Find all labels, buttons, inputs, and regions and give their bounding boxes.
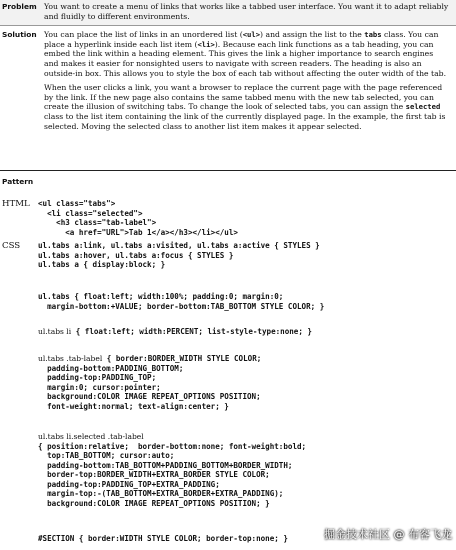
problem-label: Problem [2, 2, 37, 11]
pattern-label: Pattern [0, 170, 456, 191]
problem-text: You want to create a menu of links that works like a tabbed user interface. You want it to adapt reliably and fluidly to different environments. [44, 2, 449, 21]
watermark: 掘金技术社区 @ 布客飞龙 [324, 528, 452, 541]
solution-paragraph-2: When the user clicks a link, you want a browser to replace the current page with the page referenced by the link. If the new page also contains the same tabbed menu with the new tab selected, you can create the illusion of switching tabs. To change the look of selected tabs, you can assign the selected class to the list item containing the link of the currently displayed page. In the example, the first tab is selected. Moving the selected class to another list item makes it appear selected. [44, 83, 446, 131]
css-block-links: ul.tabs a:link, ul.tabs a:visited, ul.tabs a:active { STYLES } ul.tabs a:hover, ul.tabs a:focus { STYLES } ul.tabs a { display:block; } [38, 241, 320, 269]
solution-label: Solution [2, 30, 37, 40]
css-block-tab-label: ul.tabs .tab-label { border:BORDER_WIDTH STYLE COLOR; padding-bottom:PADDING_BOTTOM; padding-top:PADDING_TOP; margin:0; cursor:pointer; background:COLOR IMAGE REPEAT_OPTIONS POSITION; font-weight:normal; text-align:center; } [38, 354, 262, 411]
css-block-section: #SECTION { border:WIDTH STYLE COLOR; border-top:none; } [38, 534, 288, 543]
solution-section [0, 25, 456, 135]
css-block-selected-tab: ul.tabs li.selected .tab-label { position:relative; border-bottom:none; font-weight:bold; top:TAB_BOTTOM; cursor:auto; padding-bottom:TAB_BOTTOM+PADDING_BOTTOM+BORDER_WIDTH; border-top:BORDER_WIDTH+EXTRA_BORDER STYLE COLOR; padding-top:PADDING_TOP+EXTRA_PADDING; margin-top:-(TAB_BOTTOM+EXTRA_BORDER+EXTRA_PADDING); background:COLOR IMAGE REPEAT_OPTIONS POSITION; } [38, 432, 307, 508]
problem-section [0, 0, 456, 25]
css-label: CSS [2, 241, 21, 251]
html-label: HTML [2, 199, 30, 209]
css-block-tab-items: ul.tabs li { float:left; width:PERCENT; list-style-type:none; } [38, 327, 312, 336]
css-block-tabs: ul.tabs { float:left; width:100%; padding:0; margin:0; margin-bottom:+VALUE; border-bottom:TAB_BOTTOM STYLE COLOR; } [38, 292, 325, 311]
html-code-block: <ul class="tabs"> <li class="selected"> <h3 class="tab-label"> <a href="URL">Tab 1</a></h3></li></ul> [38, 199, 238, 237]
solution-paragraph-1: You can place the list of links in an unordered list (<ul>) and assign the list to the tabs class. You can place a hyperlink inside each list item (<li>). Because each link functions as a tab heading, you can embed the link within a heading element. This gives the link a higher importance to search engines and makes it easier for nonsighted users to navigate with screen readers. The heading is also an outside-in box. This allows you to style the box of each tab without affecting the outer width of the tab. [44, 30, 447, 78]
